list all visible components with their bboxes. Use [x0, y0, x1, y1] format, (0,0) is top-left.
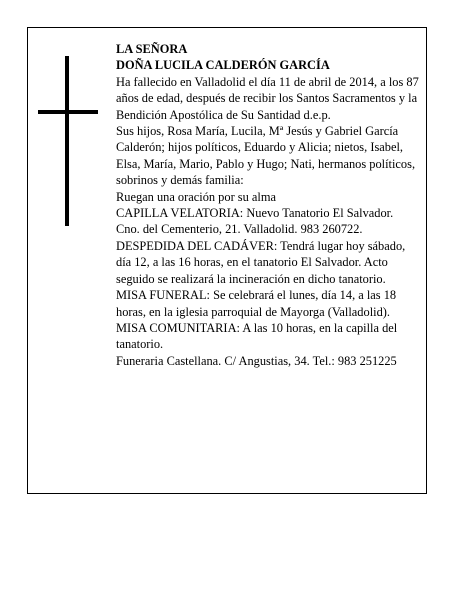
funeral-home-info: Funeraria Castellana. C/ Angustias, 34. Tel.: 983 251225 [116, 353, 397, 368]
family-list: Sus hijos, Rosa María, Lucila, Mª Jesús y Gabriel García Calderón; hijos políticos, Eduardo y Alicia; nietos, Isabel, Elsa, María, Mario, Pablo y Hugo; Nati, hermanos políticos, sobrinos y demás familia: [116, 124, 416, 188]
obituary-notice [27, 27, 427, 494]
notice-title: LA SEÑORA [116, 42, 188, 56]
community-mass-info: MISA COMUNITARIA: A las 10 horas, en la capilla del tanatorio. [116, 320, 398, 352]
funeral-info: DESPEDIDA DEL CADÁVER: Tendrá lugar hoy sábado, día 12, a las 16 horas, en el tanatorio El Salvador. Acto seguido se realizará la incineración en dicho tanatorio. MISA FUNERAL: Se celebrará el lunes, día 14, a las 18 horas, en la iglesia parroquial de Mayorga (Valladolid). [116, 238, 406, 319]
prayer-request: Ruegan una oración por su alma [116, 189, 276, 204]
cross-icon [38, 56, 98, 226]
death-announcement: Ha fallecido en Valladolid el día 11 de abril de 2014, a los 87 años de edad, después de recibir los Santos Sacramentos y la Bendición Apostólica de Su Santidad d.e.p. [116, 74, 419, 122]
obituary-text [116, 41, 419, 369]
deceased-name: DOÑA LUCILA CALDERÓN GARCÍA [116, 58, 330, 73]
wake-chapel-info: CAPILLA VELATORIA: Nuevo Tanatorio El Salvador. Cno. del Cementerio, 21. Valladolid. 983 260722. [116, 206, 394, 237]
